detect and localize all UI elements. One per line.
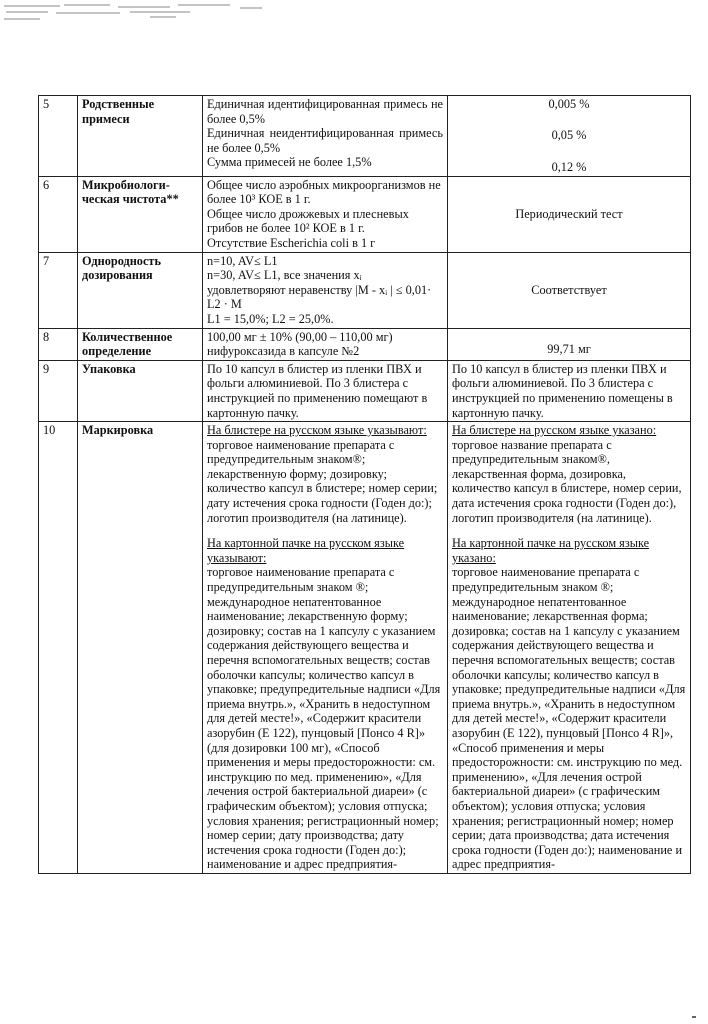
result-value: 0,005 % [548, 97, 590, 111]
parameter-name: Родственные примеси [78, 96, 203, 177]
requirement-line: Сумма примесей не более 1,5% [207, 155, 372, 170]
table-row [39, 252, 691, 328]
result-cell [448, 96, 691, 177]
result-value: 0,12 % [551, 160, 587, 174]
table-row [39, 176, 691, 252]
table-row [39, 422, 691, 874]
requirement-cell [203, 96, 448, 177]
result-value: 0,05 % [551, 128, 587, 142]
scan-header-artifact [0, 0, 708, 30]
requirement-line: Единичная неидентифицированная примесь не более 0,5% [207, 126, 443, 155]
scan-artifact [692, 1016, 696, 1018]
table-row [39, 360, 691, 421]
blister-text: торговое название препарата с предупредительным знаком®, лекарственная форма, дозировка, количество капсул в блистере, номер серии, дата истечения срока годности (Годен до:), логотип производителя (на латинице). [452, 437, 682, 525]
pack-heading: На картонной пачке на русском языке указано: [452, 536, 650, 565]
row-number: 6 [39, 176, 78, 252]
specification-table [38, 95, 691, 874]
row-number: 5 [39, 96, 78, 177]
row-number: 7 [39, 252, 78, 328]
requirement-line: Общее число аэробных микроорганизмов не более 10³ КОЕ в 1 г. [207, 177, 441, 207]
requirement-line: Единичная идентифицированная примесь не более 0,5% [207, 97, 443, 126]
pack-heading: На картонной пачке на русском языке указывают: [207, 536, 405, 565]
result-value: 99,71 мг [448, 328, 691, 360]
requirement-line: n=10, AV≤ L1 [207, 253, 278, 268]
requirement-line: n=30, AV≤ L1, все значения xᵢ удовлетворяют неравенству |M - xᵢ | ≤ 0,01· L2 · M [207, 268, 432, 312]
requirement-line: 100,00 мг ± 10% (90,00 – 110,00 мг) [207, 329, 393, 344]
row-number: 10 [39, 422, 78, 874]
parameter-name: Микробиологи-ческая чистота** [78, 176, 203, 252]
result-text: По 10 капсул в блистер из пленки ПВХ и фольги алюминиевой. По 3 блистера с инструкцией по применению помещены в картонную пачку. [448, 360, 691, 421]
table-row [39, 328, 691, 360]
requirement-cell [203, 422, 448, 874]
result-value: Соответствует [448, 252, 691, 328]
requirement-cell [203, 252, 448, 328]
pack-text: торговое наименование препарата с предупредительным знаком ®; международное непатентованное наименование; лекарственная форма; дозировка; состав на 1 капсулу с указанием содержания действующего вещества и перечня вспомогательных веществ; состав оболочки капсулы; количество капсул в упаковке; предупредительные надписи «Для приема внутрь.», «Хранить в недоступном для детей месте!», «Содержит красители азорубин (Е 122), пунцовый [Понсо 4 R]», «Способ применения и меры предосторожности: см. инструкцию по мед. применению», «Для лечения острой бактериальной диареи» (с графическим объектом); условия отпуска; условия хранения; регистрационный номер; номер серии; дата производства; дата истечения срока годности (Годен до:); наименование и адрес предприятия- [452, 565, 686, 872]
blister-text: торговое наименование препарата с предупредительным знаком®; лекарственную форму; дозировку; количество капсул в блистере; номер серии; дату истечения срока годности (Годен до:); логотип производителя (на латинице). [207, 437, 438, 525]
parameter-name: Однородность дозирования [78, 252, 203, 328]
requirement-line: L1 = 15,0%; L2 = 25,0%. [207, 311, 334, 326]
requirement-line: нифуроксазида в капсуле №2 [207, 344, 360, 359]
blister-heading: На блистере на русском языке указано: [452, 423, 657, 438]
requirement-line: Общее число дрожжевых и плесневых грибов не более 10² КОЕ в 1 г. [207, 206, 409, 236]
row-number: 9 [39, 360, 78, 421]
requirement-text: По 10 капсул в блистер из пленки ПВХ и фольги алюминиевой. По 3 блистера с инструкцией по применению помещают в картонную пачку. [203, 360, 448, 421]
requirement-cell [203, 328, 448, 360]
result-value: Периодический тест [448, 176, 691, 252]
parameter-name: Маркировка [78, 422, 203, 874]
pack-text: торговое наименование препарата с предупредительным знаком ®; международное непатентованное наименование; лекарственную форму; дозировку; состав на 1 капсулу с указанием содержания действующего вещества и перечня вспомогательных веществ; состав оболочки капсулы; количество капсул в упаковке; предупредительные надписи «Для приема внутрь.», «Хранить в недоступном для детей месте!», «Содержит красители азорубин (Е 122), пунцовый [Понсо 4 R]» (для дозировки 100 мг), «Способ применения и меры предосторожности: см. инструкцию по мед. применению», «Для лечения острой бактериальной диареи» (с графическим объектом); условия отпуска; условия хранения; регистрационный номер; номер серии; дату производства; дату истечения срока годности (Годен до:); наименование и адрес предприятия- [207, 565, 441, 872]
requirement-cell [203, 176, 448, 252]
parameter-name: Количественное определение [78, 328, 203, 360]
result-cell [448, 422, 691, 874]
row-number: 8 [39, 328, 78, 360]
parameter-name: Упаковка [78, 360, 203, 421]
blister-heading: На блистере на русском языке указывают: [207, 423, 427, 438]
table-row [39, 96, 691, 177]
requirement-line: Отсутствие Escherichia coli в 1 г [207, 235, 376, 250]
